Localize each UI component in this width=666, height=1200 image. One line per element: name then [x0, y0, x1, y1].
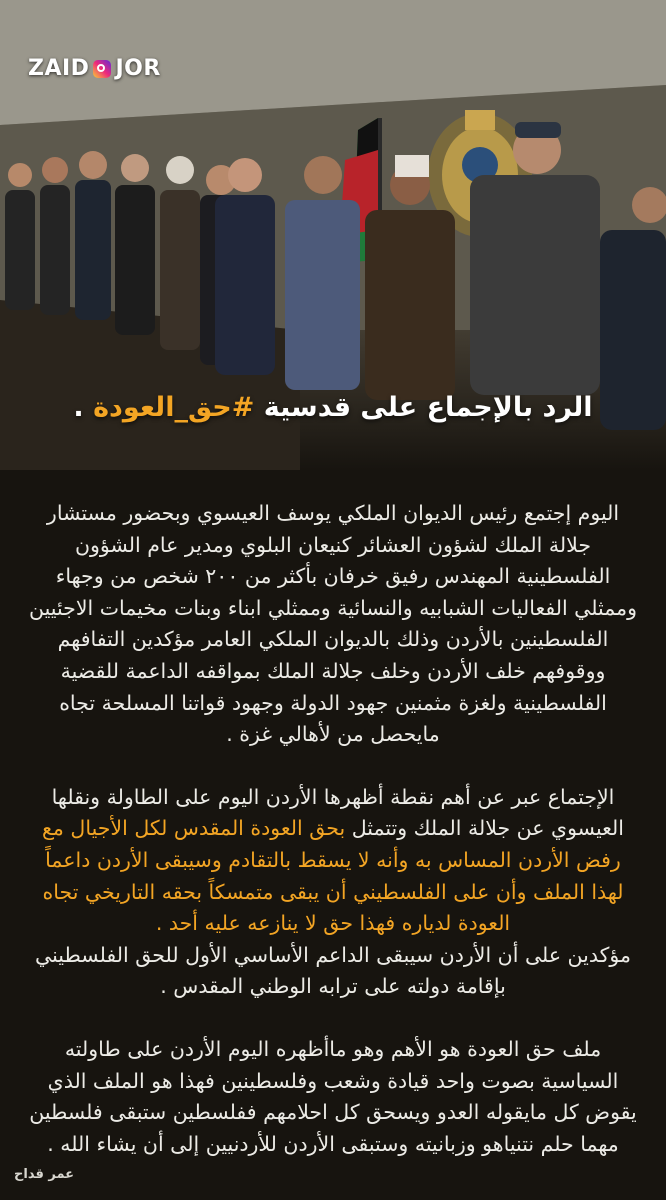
paragraph-2 — [26, 782, 640, 1003]
paragraph-2-highlight: بحق العودة المقدس لكل الأجيال مع رفض الأردن المساس به وأنه لا يسقط بالتقادم وسيبقى الأردن داعماً لهذا الملف وأن على الفلسطيني أن يبقى متمسكاً بحقه التاريخي تجاه العودة لدياره فهذا حق لا ينازعه عليه أحد . — [42, 816, 624, 936]
paragraph-1: اليوم إجتمع رئيس الديوان الملكي يوسف العيسوي وبحضور مستشار جلالة الملك لشؤون العشائر كنيعان البلوي ومدير عام الشؤون الفلسطينية المهندس رفيق خرفان بأكثر من ٢٠٠ شخص من وجهاء وممثلي الفعاليات الشبابيه والنسائية وممثلي ابناء وبنات مخيمات الاجئيين الفلسطينين بالأردن وذلك بالديوان الملكي العامر مؤكدين التفافهم ووقوفهم خلف الأردن وخلف جلالة الملك بمواقفه الداعمة للقضية الفلسطينية ولغزة مثمنين جهود الدولة وجهود قواتنا المسلحة تجاه مايحصل من لأهالي غزة . — [29, 501, 637, 747]
headline — [0, 388, 666, 428]
headline-suffix: . — [73, 392, 94, 423]
article-body — [26, 498, 640, 1160]
author-signature: عمر قداح — [14, 1167, 75, 1182]
paragraph-2-end: مؤكدين على أن الأردن سيبقى الداعم الأساسي الأول للحق الفلسطيني بإقامة دولته على ترابه الوطني المقدس . — [35, 942, 631, 999]
watermark — [28, 56, 161, 81]
paragraph-3: ملف حق العودة هو الأهم وهو ماأظهره اليوم الأردن على طاولته السياسية بصوت واحد قيادة وشعب وفلسطينين فهذا هو الملف الذي يقوض كل مايقوله العدو ويسحق كل احلامهم ففلسطين ستبقى فلسطين مهما حلم نتنياهو وزبانيته وستبقى الأردن للأردنيين إلى أن يشاء الله . — [29, 1036, 637, 1156]
watermark-right: JOR — [115, 56, 161, 81]
paragraph-2-start: الإجتماع عبر عن أهم نقطة أظهرها الأردن اليوم على الطاولة ونقلها العيسوي عن جلالة الملك وتتمثل — [51, 784, 624, 841]
headline-hashtag[interactable]: #حق_العودة — [93, 392, 255, 423]
instagram-icon — [93, 60, 111, 78]
headline-prefix: الرد بالإجماع على قدسية — [254, 392, 593, 423]
watermark-left: ZAID — [28, 56, 90, 81]
